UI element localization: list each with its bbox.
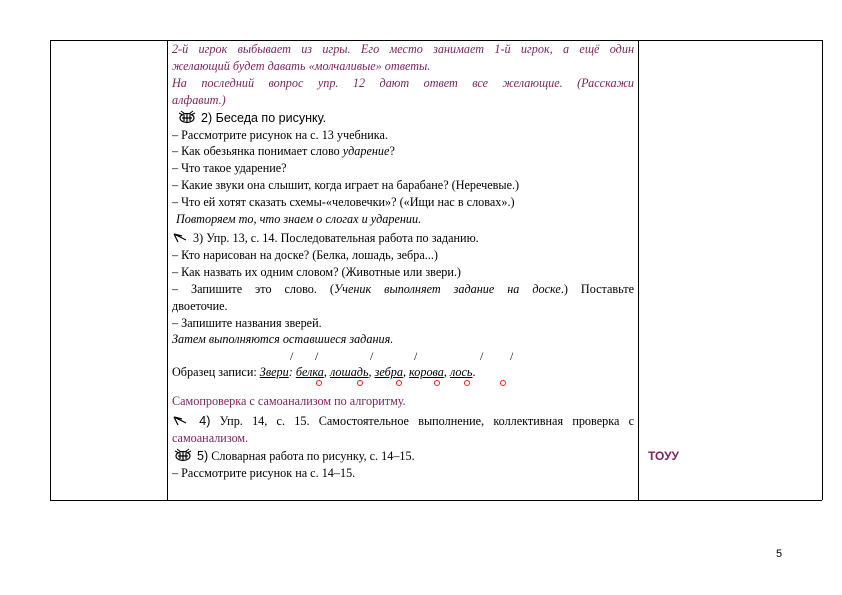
stress-marks-row — [172, 348, 634, 364]
text-line: алфавит.) — [172, 92, 226, 107]
section-4-heading: 4) Упр. 14, с. 15. Самостоятельное выполнение, коллективная проверка с — [172, 413, 634, 430]
stress-mark: / — [315, 349, 319, 364]
text-line: – Что такое ударение? — [172, 161, 287, 176]
stress-mark: / — [414, 349, 418, 364]
text-line: – Как обезьянка понимает слово ударение? — [172, 144, 395, 159]
section-2-title: 2) Беседа по рисунку. — [201, 110, 327, 125]
page-number: 5 — [776, 548, 783, 560]
text-line: На последний вопрос упр. 12 дают ответ все желающие. (Расскажи — [172, 75, 634, 90]
column-divider-2 — [638, 40, 639, 500]
vowel-marker — [396, 380, 402, 386]
section-2-heading — [172, 110, 634, 127]
pen-icon — [172, 415, 190, 427]
stress-mark: / — [510, 349, 514, 364]
text-line: двоеточие. — [172, 298, 228, 313]
text-line: – Рассмотрите рисунок на с. 14–15. — [172, 465, 356, 480]
selfcheck-line: Самопроверка с самоанализом по алгоритму. — [172, 394, 406, 409]
vowel-marker — [357, 380, 363, 386]
table-left-border — [50, 40, 51, 500]
text-line: – Кто нарисован на доске? (Белка, лошадь, зебра...) — [172, 247, 438, 262]
vowel-markers-row — [172, 381, 634, 391]
vowel-marker — [500, 380, 506, 386]
text-line: – Запишите это слово. (Ученик выполняет задание на доске.) Поставьте — [172, 281, 634, 296]
right-column-note: ТОУУ — [648, 449, 679, 463]
vowel-marker — [434, 380, 440, 386]
sample-record: Образец записи: Звери: белка, лошадь, зебра, корова, лось. — [172, 365, 476, 380]
stress-mark: / — [290, 349, 294, 364]
text-line: – Запишите названия зверей. — [172, 315, 322, 330]
vowel-marker — [316, 380, 322, 386]
pen-icon — [172, 232, 190, 244]
text-line: самоанализом. — [172, 431, 249, 446]
section-3-heading — [172, 230, 634, 247]
bee-icon — [176, 110, 198, 124]
table-right-border — [822, 40, 823, 500]
section-3-title: 3) Упр. 13, с. 14. Последовательная работа по заданию. — [193, 230, 479, 245]
vowel-marker — [464, 380, 470, 386]
section-5-heading: 5) Словарная работа по рисунку, с. 14–15. — [172, 448, 634, 465]
text-line: – Рассмотрите рисунок на с. 13 учебника. — [172, 127, 388, 142]
column-divider-1 — [167, 40, 168, 500]
lesson-content — [172, 41, 634, 482]
text-line: желающий будет давать «молчаливые» ответы. — [172, 58, 431, 73]
text-line: – Как назвать их одним словом? (Животные или звери.) — [172, 264, 461, 279]
bee-icon — [172, 448, 194, 462]
stress-mark: / — [480, 349, 484, 364]
text-line: – Какие звуки она слышит, когда играет на барабане? (Неречевые.) — [172, 178, 520, 193]
text-line: – Что ей хотят сказать схемы-«человечки»? («Ищи нас в словах».) — [172, 195, 515, 210]
text-line: Повторяем то, что знаем о слогах и ударении. — [176, 212, 422, 227]
text-line: 2-й игрок выбывает из игры. Его место занимает 1-й игрок, а ещё один — [172, 42, 634, 56]
text-line: Затем выполняются оставшиеся задания. — [172, 332, 394, 347]
stress-mark: / — [370, 349, 374, 364]
table-bottom-border — [50, 500, 822, 501]
